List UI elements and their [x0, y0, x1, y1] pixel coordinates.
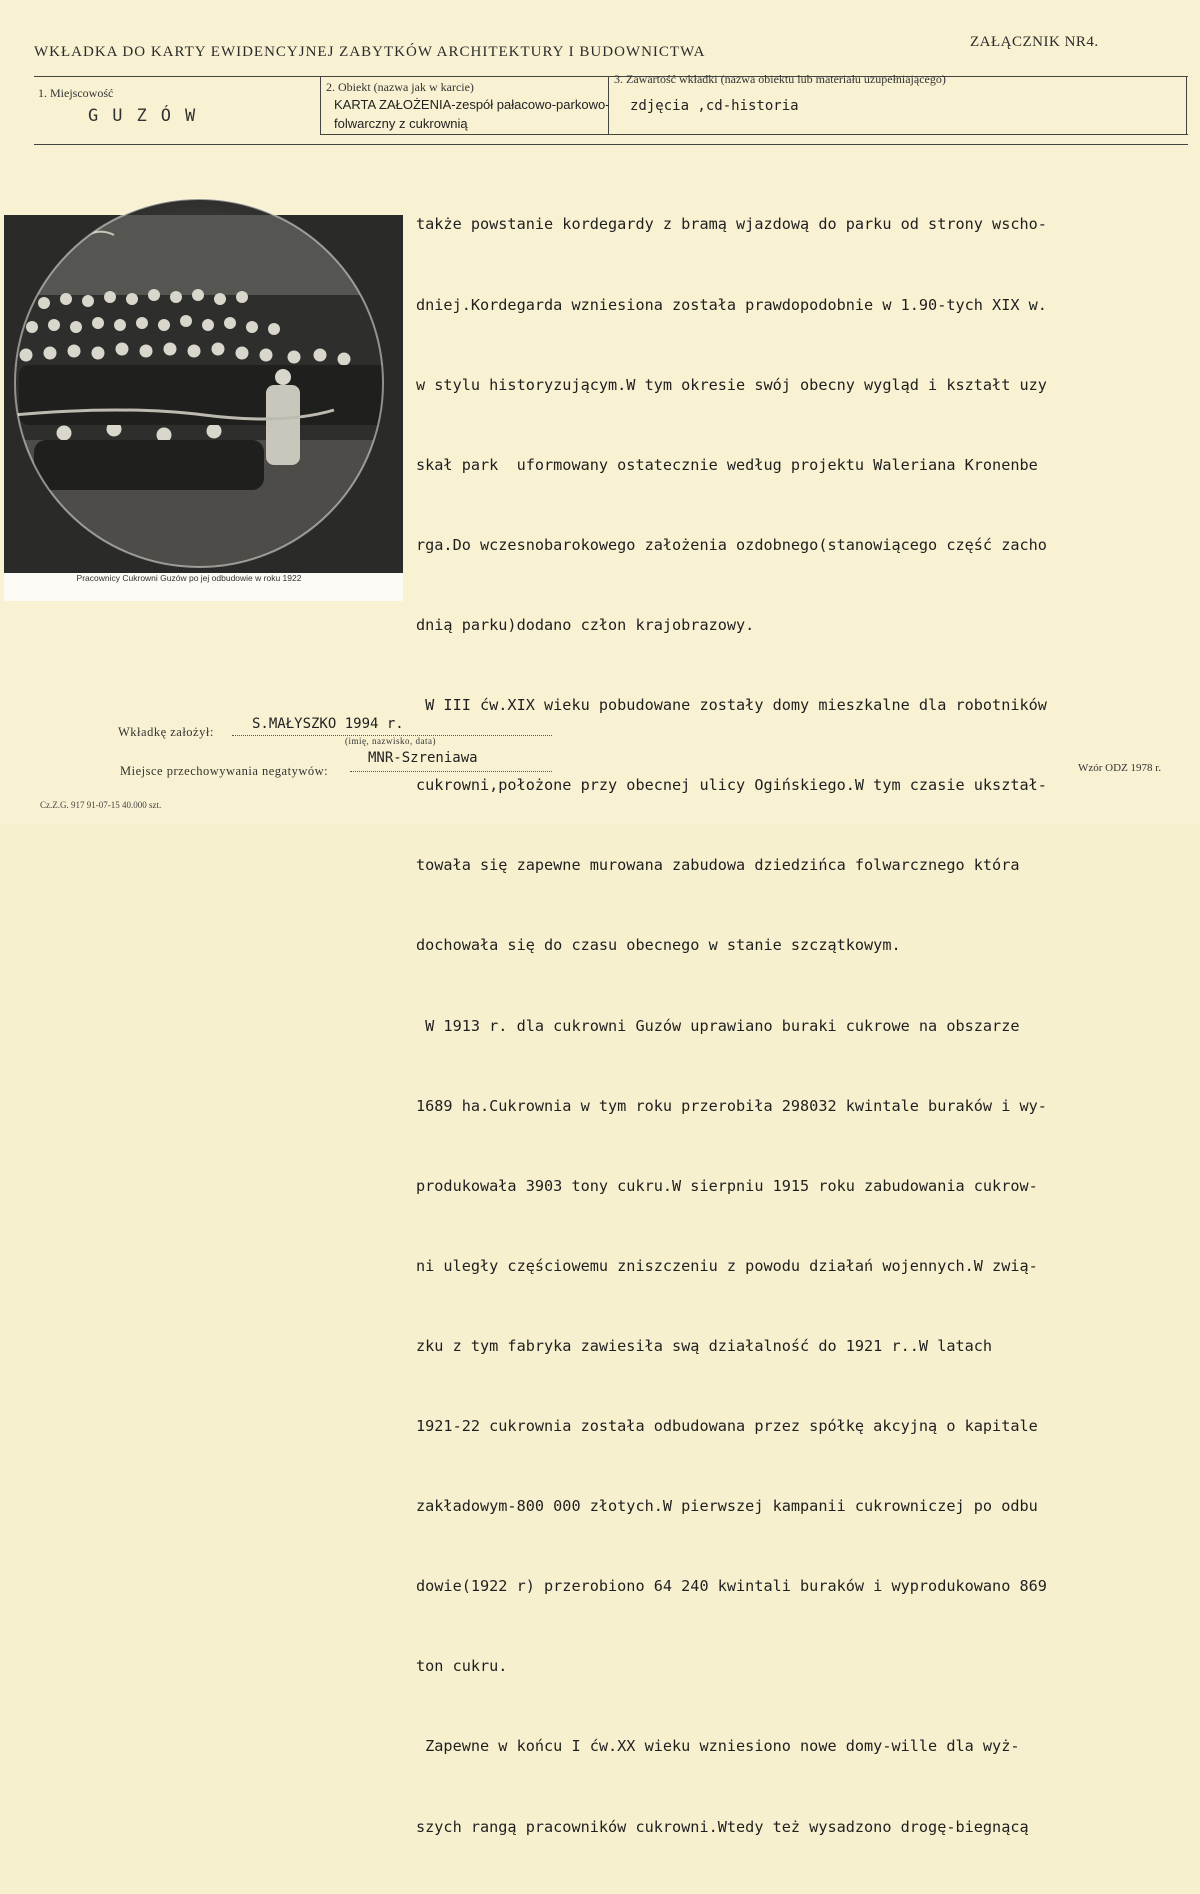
print-info: Cz.Z.G. 917 91-07-15 40.000 szt. [40, 800, 162, 810]
text-line: dochowała się do czasu obecnego w stanie szczątkowym. [416, 936, 901, 955]
form-title: WKŁADKA DO KARTY EWIDENCYJNEJ ZABYTKÓW ARCHITEKTURY I BUDOWNICTWA [34, 44, 706, 60]
text-line: szych rangą pracowników cukrowni.Wtedy też wysadzono drogę-biegnącą [416, 1817, 1029, 1836]
text-line: ni uległy częściowemu zniszczeniu z powodu działań wojennych.W zwią- [416, 1256, 1038, 1275]
photo-caption: Pracownicy Cukrowni Guzów po jej odbudowie w roku 1922 [76, 573, 302, 583]
text-line: produkowała 3903 tony cukru.W sierpniu 1915 roku zabudowania cukrow- [416, 1176, 1038, 1195]
field-divider-1 [320, 77, 321, 134]
text-line: dniej.Kordegarda wzniesiona została prawdopodobnie w 1.90-tych XIX w. [416, 295, 1047, 314]
object-label: 2. Obiekt (nazwa jak w karcie) [326, 80, 474, 94]
field-divider-3 [1186, 77, 1187, 134]
text-line: towała się zapewne murowana zabudowa dziedzińca folwarcznego która [416, 856, 1020, 875]
storage-dotline [350, 771, 552, 772]
text-line: dnią parku)dodano człon krajobrazowy. [416, 615, 755, 634]
text-line: także powstanie kordegardy z bramą wjazdową do parku od strony wscho- [416, 215, 1047, 234]
object-value [334, 95, 610, 133]
text-line: skał park uformowany ostatecznie według projektu Waleriana Kronenbe [416, 455, 1038, 474]
text-line: cukrowni,położone przy obecnej ulicy Ogińskiego.W tym czasie ukształ- [416, 776, 1047, 795]
group-photo-image [4, 215, 403, 573]
object-value-line-1: KARTA ZAŁOŻENIA-zespół pałacowo-parkowo- [334, 97, 610, 112]
text-line: ton cukru. [416, 1657, 508, 1676]
content-value: zdjęcia ,cd-historia [630, 98, 799, 114]
field-bottom-rule [320, 134, 1188, 135]
text-line: W 1913 r. dla cukrowni Guzów uprawiano buraki cukrowe na obszarze [416, 1016, 1020, 1035]
header-top-rule [34, 76, 1188, 77]
text-line: 1689 ha.Cukrownia w tym roku przerobiła 298032 kwintale buraków i wy- [416, 1096, 1047, 1115]
text-line: W III ćw.XIX wieku pobudowane zostały domy mieszkalne dla robotników [416, 696, 1047, 715]
object-value-line-2: folwarczny z cukrownią [334, 116, 468, 131]
history-text [416, 158, 1116, 1894]
historical-photo [4, 215, 403, 601]
text-line: 1921-22 cukrownia została odbudowana przez spółkę akcyjną o kapitale [416, 1417, 1038, 1436]
founder-value: S.MAŁYSZKO 1994 r. [252, 716, 404, 732]
locality-label: 1. Miejscowość [38, 86, 114, 100]
storage-label: Miejsce przechowywania negatywów: [120, 764, 329, 778]
founder-hint: (imię, nazwisko, data) [345, 736, 436, 746]
text-line: w stylu historyzującym.W tym okresie swój obecny wygląd i kształt uzy [416, 375, 1047, 394]
text-line: zakładowym-800 000 złotych.W pierwszej kampanii cukrowniczej po odbu [416, 1497, 1038, 1516]
form-pattern: Wzór ODZ 1978 r. [1078, 762, 1162, 774]
text-line: zku z tym fabryka zawiesiła swą działalność do 1921 r..W latach [416, 1336, 993, 1355]
founder-label: Wkładkę założył: [118, 725, 214, 739]
content-label: 3. Zawartość wkładki (nazwa obiektu lub materiału uzupełniającego) [614, 72, 946, 86]
storage-value: MNR-Szreniawa [368, 750, 478, 766]
annex-number: ZAŁĄCZNIK NR4. [970, 34, 1099, 50]
text-line: Zapewne w końcu I ćw.XX wieku wzniesiono nowe domy-wille dla wyż- [416, 1737, 1020, 1756]
text-line: dowie(1922 r) przerobiono 64 240 kwintali buraków i wyprodukowano 869 [416, 1577, 1047, 1596]
locality-value: GUZÓW [88, 106, 210, 126]
header-bottom-rule [34, 144, 1188, 145]
text-line: rga.Do wczesnobarokowego założenia ozdobnego(stanowiącego część zacho [416, 535, 1047, 554]
